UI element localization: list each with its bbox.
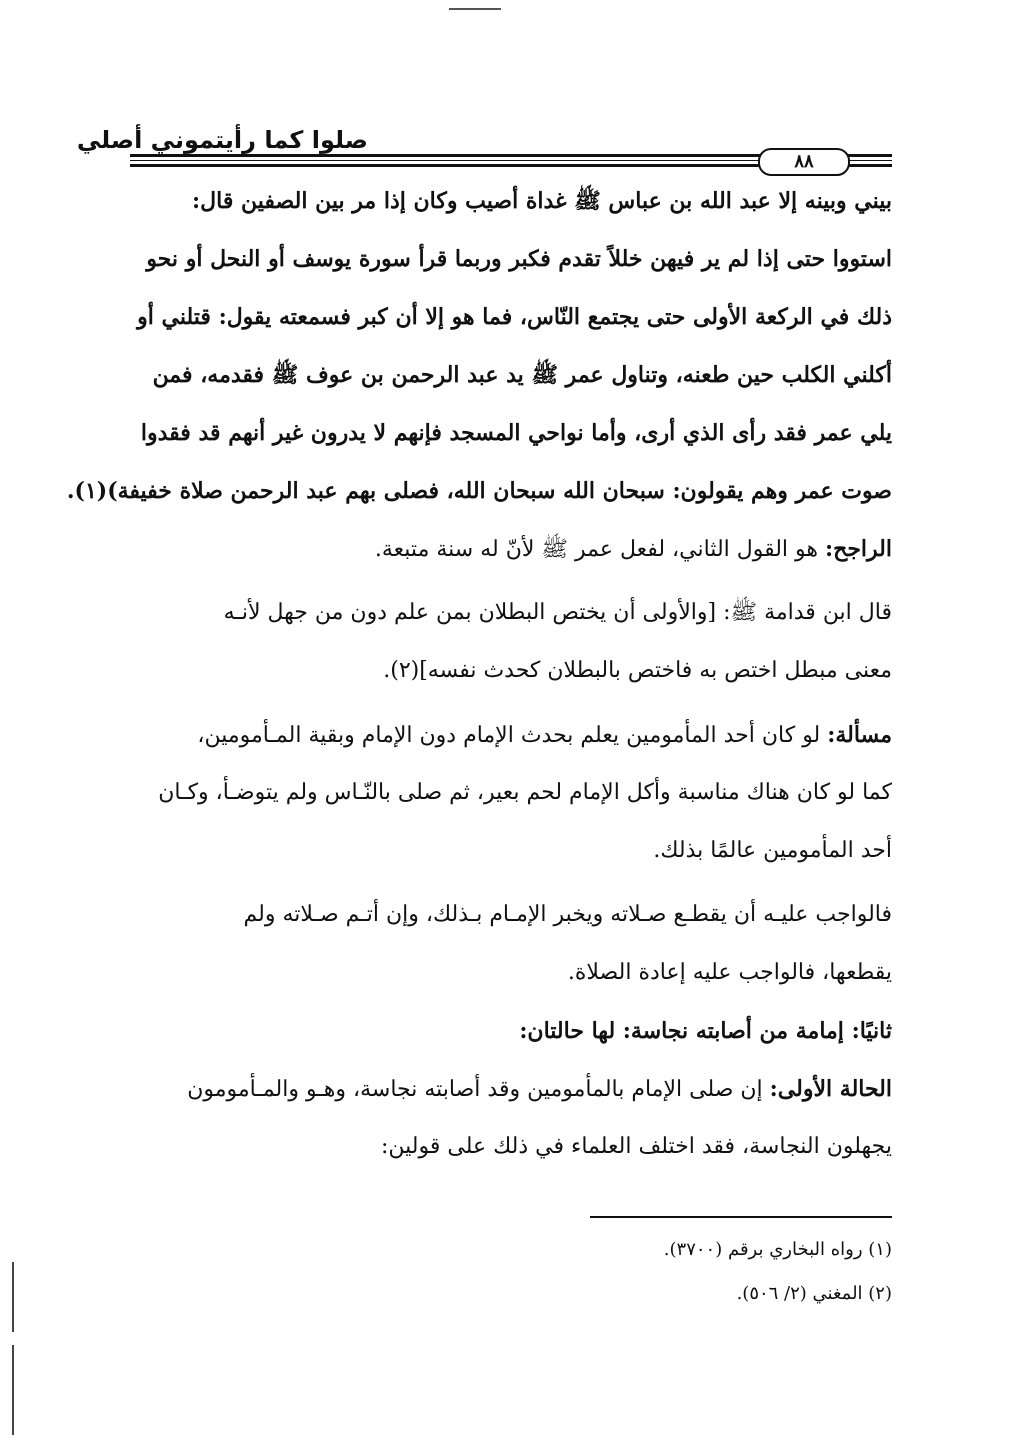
text-line: أحد المأمومين عالمًا بذلك. [653,838,892,863]
term-label: الراجح: [825,536,892,562]
term-label: الحالة الأولى: [769,1076,892,1102]
text-line: معنى مبطل اختص به فاختص بالبطلان كحدث نفسه](٢). [383,658,892,683]
text-line: فالواجب عليـه أن يقطـع صـلاته ويخبر الإمـام بـذلك، وإن أتـم صـلاته ولم [243,902,892,927]
text-line: يقطعها، فالواجب عليه إعادة الصلاة. [567,960,892,985]
text-line [130,1060,892,1118]
text-line: يلي عمر فقد رأى الذي أرى، وأما نواحي المسجد فإنهم لا يدرون غير أنهم قد فقدوا [140,420,892,446]
text-line [130,706,892,764]
footnote: (١) رواه البخاري برقم (٣٧٠٠). [663,1239,892,1260]
running-header-title: صلوا كما رأيتموني أصلي [76,126,368,154]
text-span: لو كان أحد المأمومين يعلم بحدث الإمام دون الإمام وبقية المـأمومين، [197,723,828,748]
text-line: يجهلون النجاسة، فقد اختلف العلماء في ذلك على قولين: [380,1134,892,1159]
left-scan-mark [12,1345,14,1435]
main-text [66,172,892,1176]
footnote: (٢) المغني (٢/ ٥٠٦). [736,1283,892,1304]
text-line: استووا حتى إذا لم ير فيهن خللاً تقدم فكبر وربما قرأ سورة يوسف أو النحل أو نحو [146,246,892,272]
footnotes [500,1228,892,1316]
text-line: بيني وبينه إلا عبد الله بن عباس ﷺ غداة أصيب وكان إذا مر بين الصفين قال: [192,188,892,214]
text-line: قال ابن قدامة ﷺ: [والأولى أن يختص البطلان بمن علم دون من جهل لأنـه [223,600,892,625]
term-label: مسألة: [827,722,892,748]
page-number: ٨٨ [758,148,850,176]
text-span: هو القول الثاني، لفعل عمر ﷺ لأنّ له سنة متبعة. [374,537,825,562]
footnote-separator [590,1216,892,1218]
left-scan-mark [12,1262,14,1332]
text-line: أكلني الكلب حين طعنه، وتناول عمر ﷺ يد عبد الرحمن بن عوف ﷺ فقدمه، فمن [152,362,892,388]
text-span: إن صلى الإمام بالمأمومين وقد أصابته نجاسة، وهـو والمـأمومون [187,1077,770,1102]
text-line: كما لو كان هناك مناسبة وأكل الإمام لحم بعير، ثم صلى بالنّـاس ولم يتوضـأ، وكـان [158,780,892,805]
text-line: ذلك في الركعة الأولى حتى يجتمع النّاس، فما هو إلا أن كبر فسمعته يقول: قتلني أو [137,304,892,330]
text-line: صوت عمر وهم يقولون: سبحان الله سبحان الله، فصلى بهم عبد الرحمن صلاة خفيفة)(١). [66,478,892,504]
text-line [130,520,892,578]
section-heading: ثانيًا: إمامة من أصابته نجاسة: لها حالتان: [519,1018,892,1044]
top-scan-mark [449,8,501,10]
